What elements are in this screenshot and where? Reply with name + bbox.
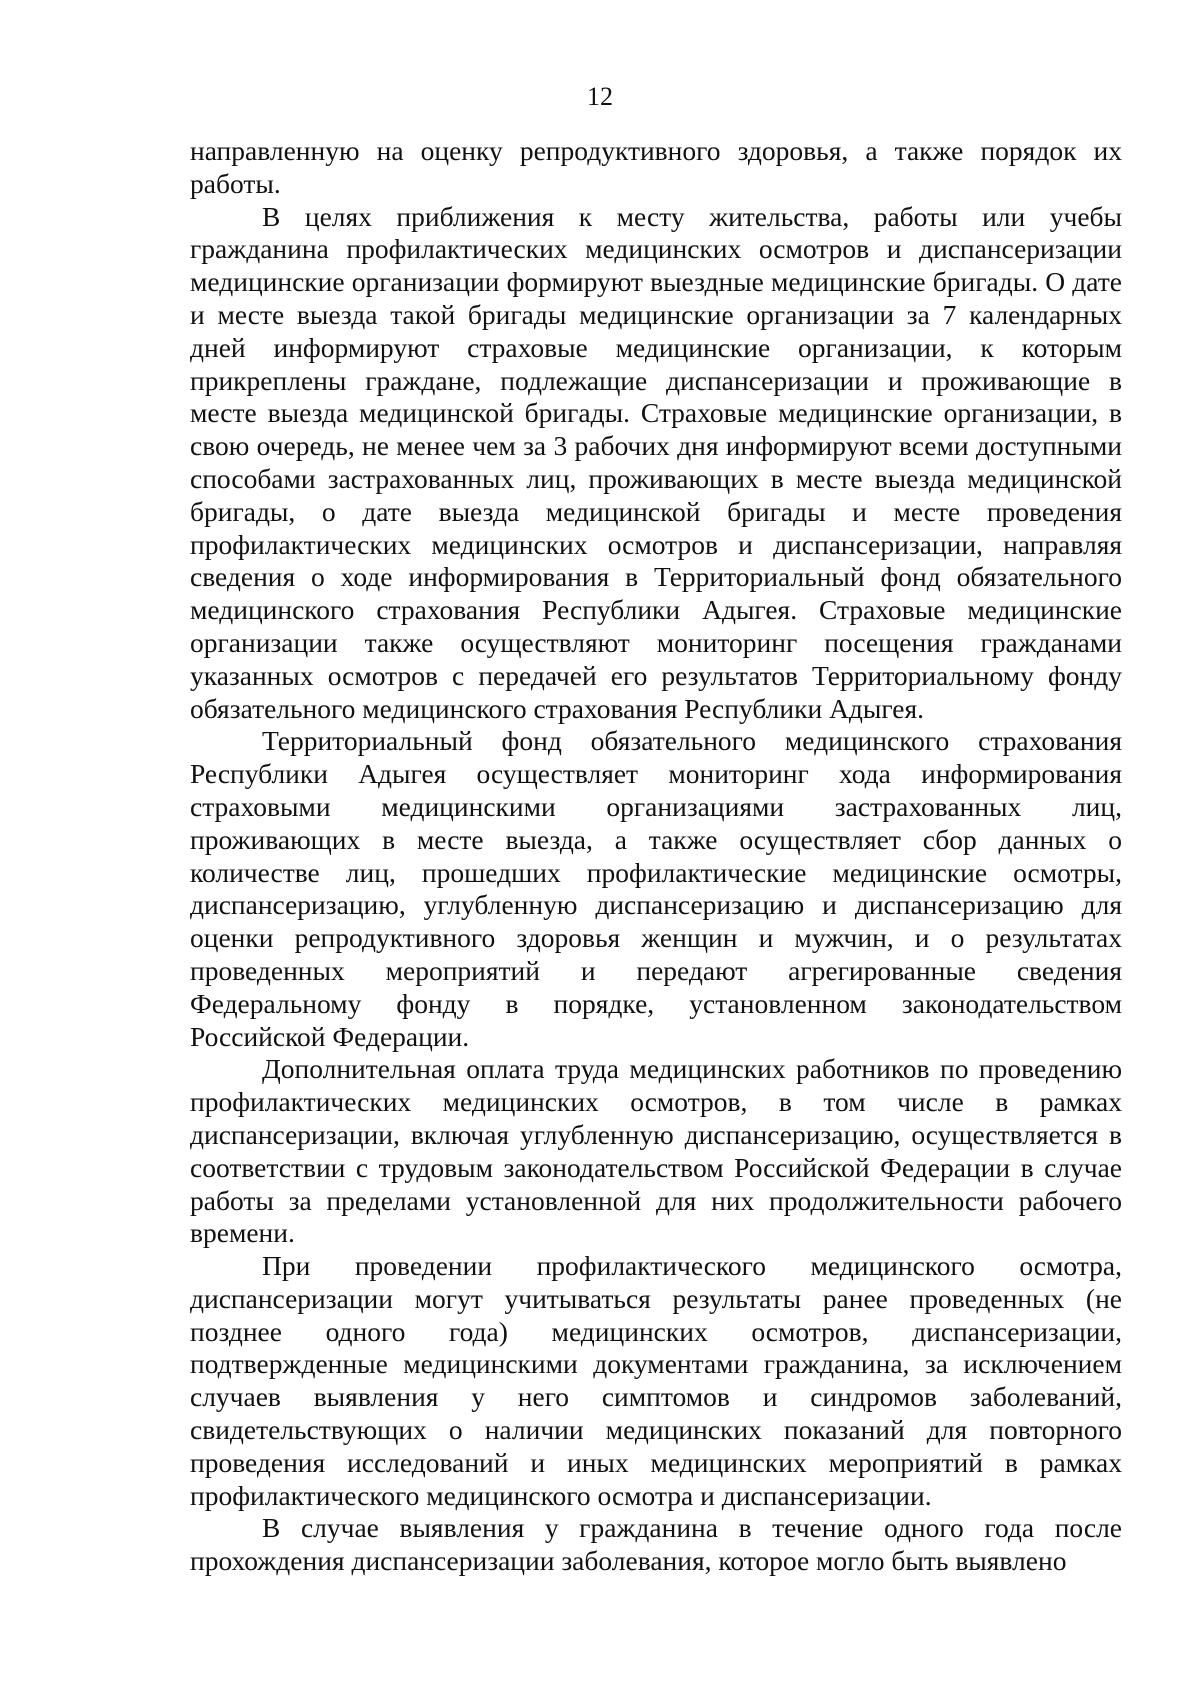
paragraph-mobile-teams: В целях приближения к месту жительства, работы или учебы гражданина профилактических медицинских осмотров и диспансеризации медицинские организации формируют выездные медицинские бригады. О дате и месте выезда такой бригады медицинские организации за 7 календарных дней информируют страховые медицинские организации, к которым прикреплены граждане, подлежащие диспансеризации и проживающие в месте выезда медицинской бригады. Страховые медицинские организации, в свою очередь, не менее чем за 3 рабочих дня информируют всеми доступными способами застрахованных лиц, проживающих в месте выезда медицинской бригады, о дате выезда медицинской бригады и месте проведения профилактических медицинских осмотров и диспансеризации, направляя сведения о ходе информирования в Территориальный фонд обязательного медицинского страхования Республики Адыгея. Страховые медицинские организации также осуществляют мониторинг посещения гражданами указанных осмотров с передачей его результатов Территориальному фонду обязательного медицинского страхования Республики Адыгея. — [190, 200, 1122, 724]
paragraph-continuation: направленную на оценку репродуктивного здоровья, а также порядок их работы. — [190, 135, 1122, 199]
paragraph-additional-pay: Дополнительная оплата труда медицинских работников по проведению профилактических медицинских осмотров, в том числе в рамках диспансеризации, включая углубленную диспансеризацию, осуществляется в соответствии с трудовым законодательством Российской Федерации в случае работы за пределами установленной для них продолжительности рабочего времени. — [190, 1053, 1122, 1249]
paragraph-prior-results: При проведении профилактического медицинского осмотра, диспансеризации могут учитываться результаты ранее проведенных (не позднее одного года) медицинских осмотров, диспансеризации, подтвержденные медицинскими документами гражданина, за исключением случаев выявления у него симптомов и синдромов заболеваний, свидетельствующих о наличии медицинских показаний для повторного проведения исследований и иных медицинских мероприятий в рамках профилактического медицинского осмотра и диспансеризации. — [190, 1250, 1122, 1511]
paragraph-fund-monitoring: Территориальный фонд обязательного медицинского страхования Республики Адыгея осуществляет мониторинг хода информирования страховыми медицинскими организациями застрахованных лиц, проживающих в месте выезда, а также осуществляет сбор данных о количестве лиц, прошедших профилактические медицинские осмотры, диспансеризацию, углубленную диспансеризацию и диспансеризацию для оценки репродуктивного здоровья женщин и мужчин, и о результатах проведенных мероприятий и передают агрегированные сведения Федеральному фонду в порядке, установленном законодательством Российской Федерации. — [190, 725, 1122, 1052]
paragraph-detected-disease: В случае выявления у гражданина в течение одного года после прохождения диспансеризации заболевания, которое могло быть выявлено — [190, 1512, 1122, 1577]
page-number: 12 — [587, 82, 613, 111]
document-body — [190, 135, 1122, 1578]
